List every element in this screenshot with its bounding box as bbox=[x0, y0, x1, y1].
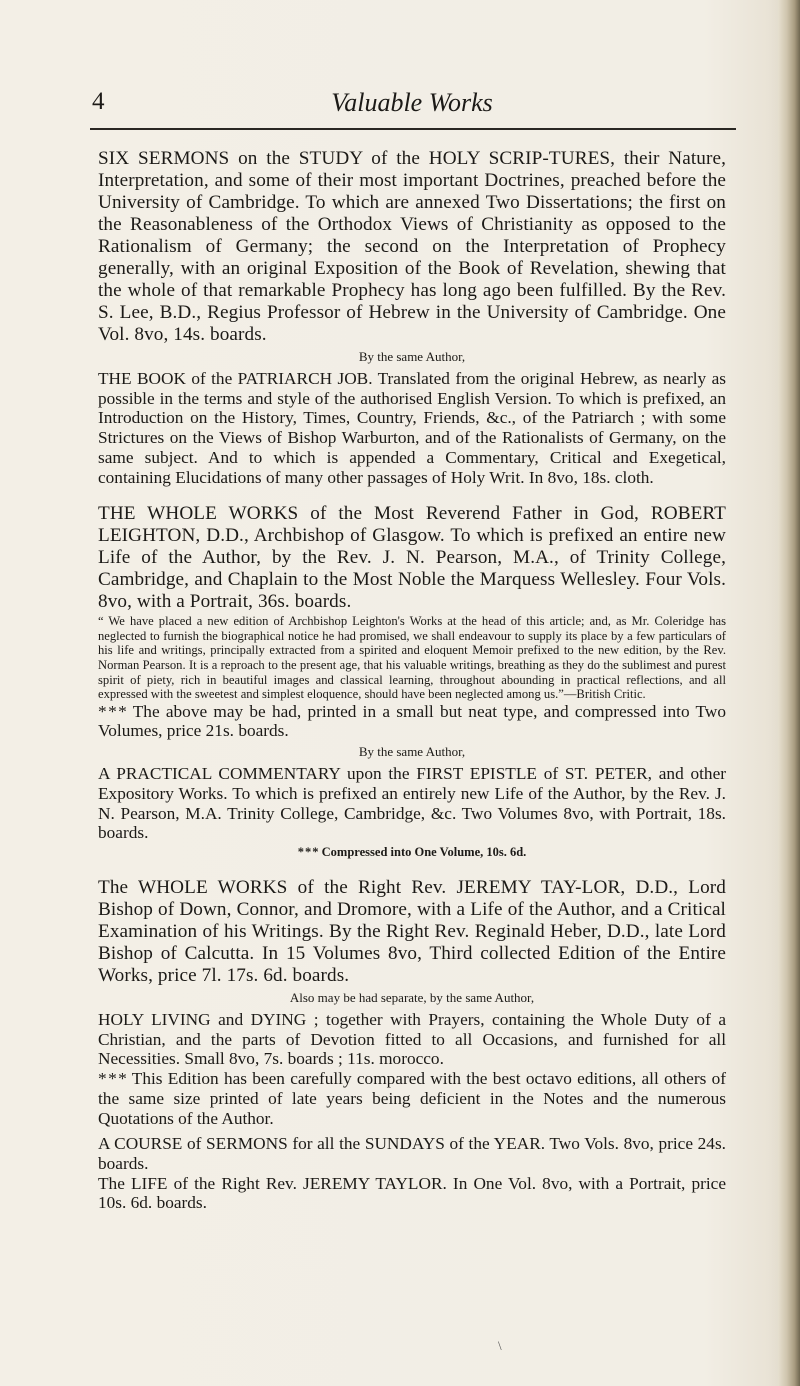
edition-note: * * * The above may be had, printed in a small but neat type, and compressed into Two Volumes, price 21s. boards. bbox=[98, 701, 726, 741]
catalogue-listing bbox=[98, 148, 726, 1213]
author-note: By the same Author, bbox=[358, 744, 466, 760]
stray-mark: \ bbox=[498, 1338, 502, 1353]
edition-note: * * * Compressed into One Volume, 10s. 6d. bbox=[297, 845, 527, 859]
edition-note: * * * This Edition has been carefully compared with the best octavo editions, all others of the same size printed of late years being deficient in the Notes and the numerous Quotations of the Author. bbox=[98, 1069, 726, 1128]
listing-holy-living: HOLY LIVING and DYING ; together with Prayers, containing the Whole Duty of a Christian, and the parts of Devotion fitted to all Occasions, and furnished for all Necessities. Small 8vo, 7s. boards ; 11s. morocco. bbox=[98, 1010, 726, 1069]
listing-course-of-sermons: A COURSE of SERMONS for all the SUNDAYS of the YEAR. Two Vols. 8vo, price 24s. boards. bbox=[98, 1134, 726, 1173]
listing-life-of-taylor: The LIFE of the Right Rev. JEREMY TAYLOR. In One Vol. 8vo, with a Portrait, price 10s. 6d. boards. bbox=[98, 1173, 726, 1213]
running-title: Valuable Works bbox=[331, 88, 493, 117]
review-quote: “ We have placed a new edition of Archbishop Leighton's Works at the head of this article; and, as Mr. Coleridge has neglected to furnish the biographical notice he had promised, we shall endeavour to supply its place by a few particulars of his life and writings, principally extracted from a spirited and eloquent Memoir prefixed to the new edition, by the Rev. Norman Pearson. It is a reproach to the present age, that his valuable writings, breathing as they do the sublimest and purest spirit of piety, rich in beautiful images and classical learning, throughout abounding in practical reflections, and all expressed with the sweetest and simplest eloquence, should have been neglected among us.”—British Critic. bbox=[98, 614, 726, 702]
author-note: Also may be had separate, by the same Author, bbox=[289, 990, 535, 1005]
header-rule bbox=[90, 128, 736, 130]
listing-six-sermons: SIX SERMONS on the STUDY of the HOLY SCRIP-TURES, their Nature, Interpretation, and some of their most important Doctrines, preached before the University of Cambridge. To which are annexed Two Dissertations; the first on the Reasonableness of the Orthodox Views of Christianity as opposed to the Rationalism of Germany; the second on the Interpretation of Prophecy generally, with an original Exposition of the Book of Revelation, shewing that the whole of that remarkable Prophecy has long ago been fulfilled. By the Rev. S. Lee, B.D., Regius Professor of Hebrew in the University of Cambridge. One Vol. 8vo, 14s. boards. bbox=[98, 148, 726, 345]
page-edge-shadow bbox=[778, 0, 800, 1386]
listing-practical-commentary: A PRACTICAL COMMENTARY upon the FIRST EPISTLE of ST. PETER, and other Expository Works. To which is prefixed an entirely new Life of the Author, by the Rev. J. N. Pearson, M.A. Trinity College, Cambridge, &c. Two Volumes 8vo, with Portrait, 18s. boards. bbox=[98, 764, 726, 843]
listing-taylor-works: The WHOLE WORKS of the Right Rev. JEREMY TAY-LOR, D.D., Lord Bishop of Down, Connor, and Dromore, with a Life of the Author, and a Critical Examination of his Writings. By the Right Rev. Reginald Heber, D.D., late Lord Bishop of Calcutta. In 15 Volumes 8vo, Third collected Edition of the Entire Works, price 7l. 17s. 6d. boards. bbox=[98, 877, 726, 986]
listing-leighton-works: THE WHOLE WORKS of the Most Reverend Father in God, ROBERT LEIGHTON, D.D., Archbishop of Glasgow. To which is prefixed an entire new Life of the Author, by the Rev. J. N. Pearson, M.A., of Trinity College, Cambridge, and Chaplain to the Most Noble the Marquess Wellesley. Four Vols. 8vo, with a Portrait, 36s. boards. bbox=[98, 503, 726, 613]
page-header bbox=[82, 82, 742, 122]
listing-book-of-job: THE BOOK of the PATRIARCH JOB. Translated from the original Hebrew, as nearly as possible in the terms and style of the authorised English Version. To which is prefixed, an Introduction on the History, Times, Country, Friends, &c., of the Patriarch ; with some Strictures on the Views of Bishop Warburton, and of the Rationalists of Germany, on the same subject. And to which is appended a Commentary, Critical and Exegetical, containing Elucidations of many other passages of Holy Writ. In 8vo, 18s. cloth. bbox=[98, 369, 726, 487]
author-note: By the same Author, bbox=[358, 349, 466, 364]
page-number: 4 bbox=[92, 88, 105, 115]
